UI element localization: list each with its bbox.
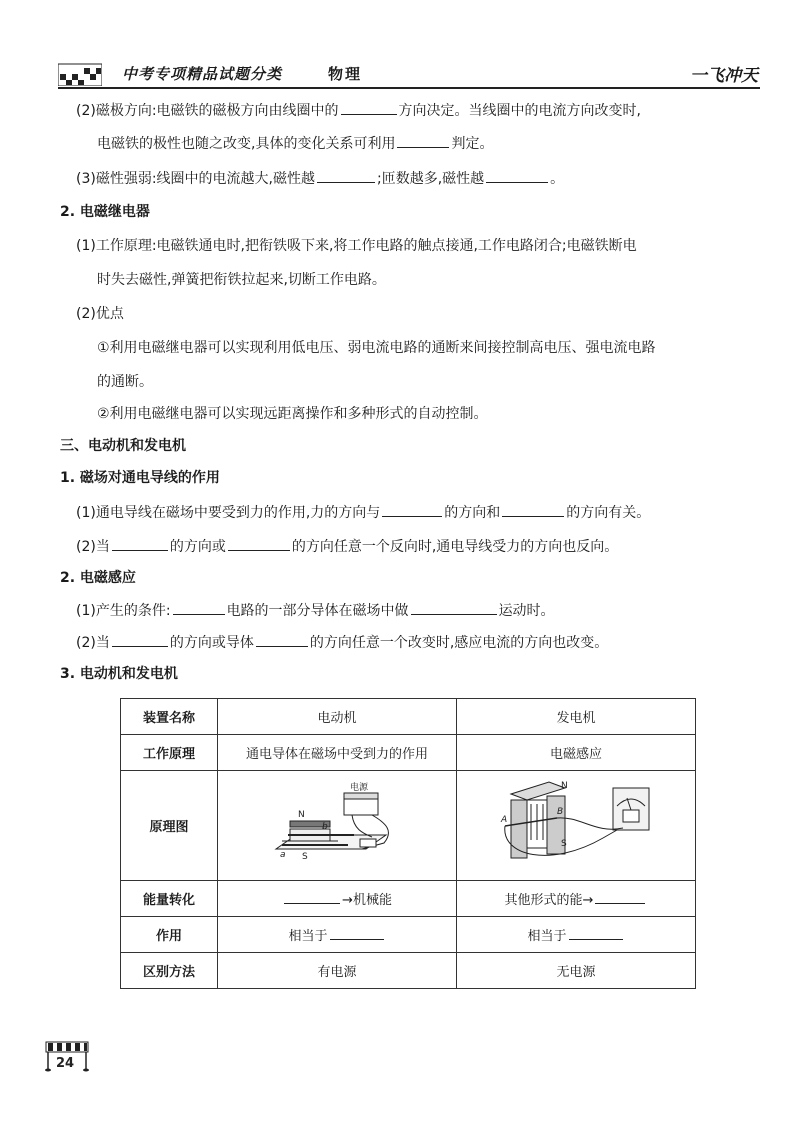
- line-force-reverse: (2)当 的方向或 的方向任意一个反向时,通电导线受力的方向也反向。: [76, 536, 618, 557]
- point-b-label: b: [322, 821, 328, 832]
- book-title: 中考专项精品试题分类: [122, 65, 283, 83]
- line-advantage-1-cont: 的通断。: [97, 374, 153, 390]
- table-row: [121, 917, 696, 953]
- answer-blank[interactable]: [411, 600, 497, 615]
- point-B-label: B: [557, 806, 564, 817]
- motor-diagram-cell: [218, 771, 457, 881]
- line-advantages: (2)优点: [76, 306, 124, 322]
- section-heading-motor-generator: 三、电动机和发电机: [60, 438, 186, 454]
- table-row: [121, 735, 696, 771]
- row-label: 作用: [121, 917, 218, 953]
- answer-blank[interactable]: [173, 600, 225, 615]
- line-magnet-strength: (3)磁性强弱:线圈中的电流越大,磁性越 ;匝数越多,磁性越 。: [76, 168, 564, 189]
- answer-blank[interactable]: [112, 536, 168, 551]
- answer-blank[interactable]: [341, 100, 397, 115]
- line-pole-direction: (2)磁极方向:电磁铁的磁极方向由线圈中的 方向决定。当线圈中的电流方向改变时,: [76, 100, 641, 121]
- answer-blank[interactable]: [330, 925, 384, 940]
- heading-motor-generator: 3. 电动机和发电机: [60, 666, 178, 682]
- table-row: [121, 699, 696, 735]
- answer-blank[interactable]: [256, 632, 308, 647]
- checkered-logo-icon: [58, 60, 102, 86]
- row-label: 原理图: [121, 771, 218, 881]
- power-source-label: 电源: [350, 782, 369, 793]
- motor-diagram: [262, 779, 412, 869]
- comparison-table: [120, 698, 696, 989]
- answer-blank[interactable]: [502, 502, 564, 517]
- motor-cell: 有电源: [218, 953, 457, 989]
- heading-relay: 2. 电磁继电器: [60, 204, 150, 220]
- motor-cell: 相当于: [218, 917, 457, 953]
- heading-force-on-wire: 1. 磁场对通电导线的作用: [60, 470, 220, 486]
- answer-blank[interactable]: [317, 168, 375, 183]
- row-label: 能量转化: [121, 881, 218, 917]
- generator-cell: 发电机: [457, 699, 696, 735]
- generator-cell: 相当于: [457, 917, 696, 953]
- line-induction-condition: (1)产生的条件: 电路的一部分导体在磁场中做 运动时。: [76, 600, 555, 621]
- page-number: 24: [56, 1056, 75, 1071]
- page-header: [40, 58, 760, 92]
- answer-blank[interactable]: [112, 632, 168, 647]
- answer-blank[interactable]: [382, 502, 442, 517]
- table-row: [121, 881, 696, 917]
- pole-n-label: N: [561, 780, 568, 791]
- point-a-label: a: [280, 849, 286, 860]
- point-A-label: A: [501, 814, 508, 825]
- header-rule: [58, 87, 760, 89]
- answer-blank[interactable]: [284, 889, 340, 904]
- generator-cell: 其他形式的能→: [457, 881, 696, 917]
- line-advantage-2: ②利用电磁继电器可以实现远距离操作和多种形式的自动控制。: [97, 406, 488, 422]
- answer-blank[interactable]: [595, 889, 645, 904]
- generator-cell: 无电源: [457, 953, 696, 989]
- line-induction-direction: (2)当 的方向或导体 的方向任意一个改变时,感应电流的方向也改变。: [76, 632, 608, 653]
- generator-diagram: [491, 776, 661, 872]
- line-relay-principle-cont: 时失去磁性,弹簧把衔铁拉起来,切断工作电路。: [97, 272, 386, 288]
- motor-cell: →机械能: [218, 881, 457, 917]
- table-row: [121, 771, 696, 881]
- page-number-badge: [44, 1040, 90, 1072]
- row-label: 工作原理: [121, 735, 218, 771]
- subject-label: 物理: [328, 65, 363, 83]
- line-force-direction: (1)通电导线在磁场中要受到力的作用,力的方向与 的方向和 的方向有关。: [76, 502, 650, 523]
- pole-s-label: S: [302, 851, 308, 862]
- answer-blank[interactable]: [486, 168, 548, 183]
- generator-cell: 电磁感应: [457, 735, 696, 771]
- motor-cell: 通电导体在磁场中受到力的作用: [218, 735, 457, 771]
- generator-diagram-cell: [457, 771, 696, 881]
- answer-blank[interactable]: [569, 925, 623, 940]
- line-advantage-1: ①利用电磁继电器可以实现利用低电压、弱电流电路的通断来间接控制高电压、强电流电路: [97, 340, 656, 356]
- motor-cell: 电动机: [218, 699, 457, 735]
- brand-logo: 一飞冲天: [690, 66, 758, 86]
- pole-s-label: S: [561, 838, 567, 849]
- answer-blank[interactable]: [397, 133, 449, 148]
- row-label: 区别方法: [121, 953, 218, 989]
- line-pole-change: 电磁铁的极性也随之改变,具体的变化关系可利用 判定。: [97, 133, 493, 154]
- answer-blank[interactable]: [228, 536, 290, 551]
- row-label: 装置名称: [121, 699, 218, 735]
- table-row: [121, 953, 696, 989]
- pole-n-label: N: [298, 809, 305, 820]
- line-relay-principle: (1)工作原理:电磁铁通电时,把衔铁吸下来,将工作电路的触点接通,工作电路闭合;电磁铁断电: [76, 238, 637, 254]
- heading-induction: 2. 电磁感应: [60, 570, 136, 586]
